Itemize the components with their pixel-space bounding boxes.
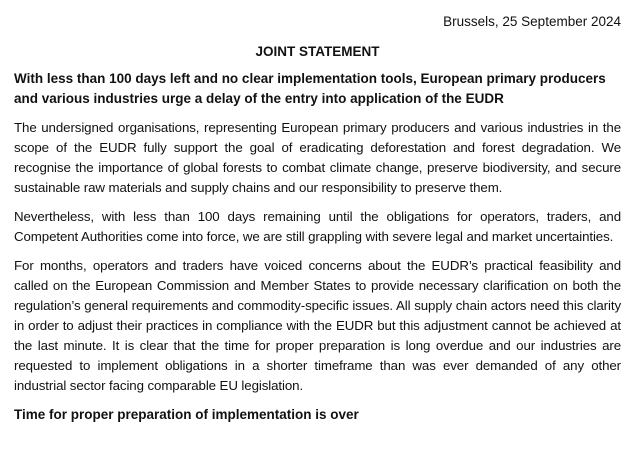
document-title: JOINT STATEMENT [255, 44, 380, 59]
document-page [14, 10, 621, 425]
section-heading: Time for proper preparation of implementation is over [14, 407, 359, 422]
paragraph-2: Nevertheless, with less than 100 days remaining until the obligations for operators, traders, and Competent Authorities come into force, we are still grappling with severe legal and market uncertainties. [14, 209, 621, 244]
headline: With less than 100 days left and no clear implementation tools, European primary producers and various industries urge a delay of the entry into application of the EUDR [14, 71, 606, 106]
place-date: Brussels, 25 September 2024 [443, 14, 621, 29]
paragraph-3: For months, operators and traders have voiced concerns about the EUDR’s practical feasibility and called on the European Commission and Member States to provide necessary clarification on both the regulation’s general requirements and commodity-specific issues. All supply chain actors need this clarity in order to adjust their practices in compliance with the EUDR but this adjustment cannot be achieved at the last minute. It is clear that the time for proper preparation is long overdue and our industries are requested to implement obligations in a shorter timeframe than was ever demanded of any other industrial sector facing comparable EU legislation. [14, 258, 621, 393]
paragraph-1: The undersigned organisations, representing European primary producers and various industries in the scope of the EUDR fully support the goal of eradicating deforestation and forest degradation. We recognise the importance of global forests to combat climate change, preserve biodiversity, and secure sustainable raw materials and supply chains and our responsibility to preserve them. [14, 120, 621, 195]
